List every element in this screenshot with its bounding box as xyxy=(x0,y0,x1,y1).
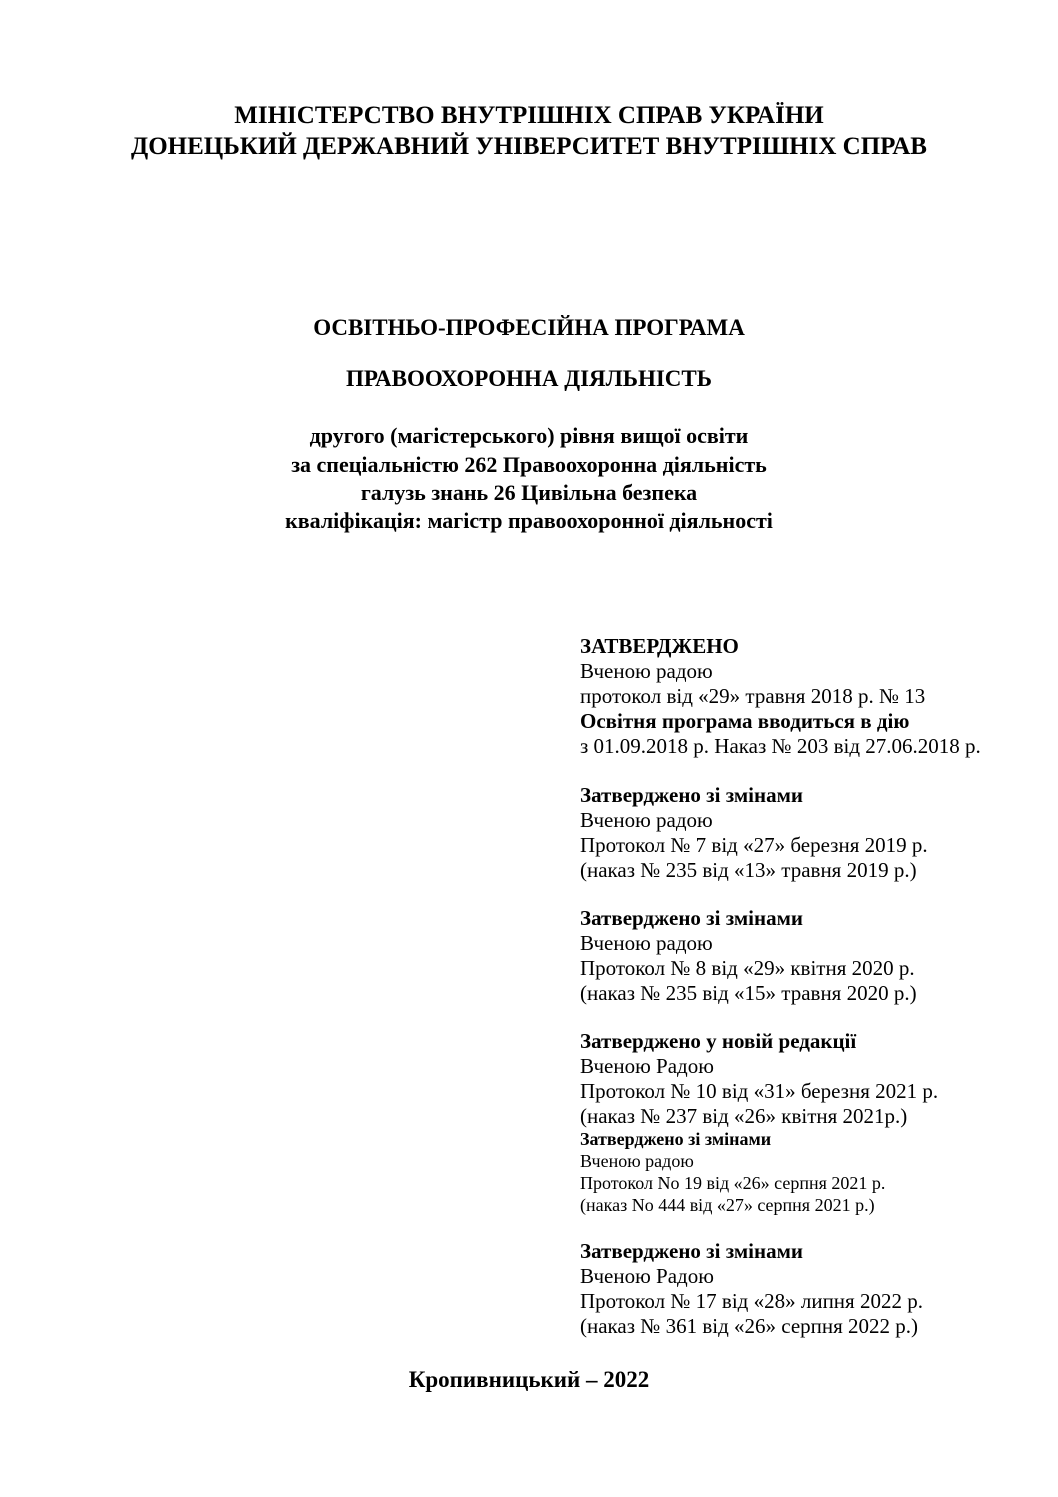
approved-protocol: протокол від «29» травня 2018 р. № 13 xyxy=(580,684,926,708)
new-edition-2021-order: (наказ № 237 від «26» квітня 2021р.) xyxy=(580,1104,908,1128)
change-2020-protocol: Протокол № 8 від «29» квітня 2020 р. xyxy=(580,956,915,980)
change-2022-protocol: Протокол № 17 від «28» липня 2022 р. xyxy=(580,1289,923,1313)
change-2021-by: Вченою радою xyxy=(580,1151,694,1171)
change-2019-title: Затверджено зі змінами xyxy=(580,783,803,807)
program-type: ОСВІТНЬО-ПРОФЕСІЙНА ПРОГРАМА xyxy=(313,315,745,340)
effective-text: з 01.09.2018 р. Наказ № 203 від 27.06.2018 р. xyxy=(580,734,981,758)
approved-title: ЗАТВЕРДЖЕНО xyxy=(580,634,739,658)
program-level: другого (магістерського) рівня вищої освіти xyxy=(309,423,749,448)
new-edition-2021-title: Затверджено у новій редакції xyxy=(580,1029,857,1053)
program-specialty: за спеціальністю 262 Правоохоронна діяльність xyxy=(291,452,767,477)
ministry-title: МІНІСТЕРСТВО ВНУТРІШНІХ СПРАВ УКРАЇНИ xyxy=(234,102,824,129)
change-2020-by: Вченою радою xyxy=(580,931,713,955)
change-2020-order: (наказ № 235 від «15» травня 2020 р.) xyxy=(580,981,917,1005)
change-2022-by: Вченою Радою xyxy=(580,1264,714,1288)
change-2020-title: Затверджено зі змінами xyxy=(580,906,803,930)
program-field: галузь знань 26 Цивільна безпека xyxy=(360,480,698,505)
city-year: Кропивницький – 2022 xyxy=(408,1367,650,1392)
change-2021-protocol: Протокол No 19 від «26» серпня 2021 р. xyxy=(580,1173,886,1193)
university-title: ДОНЕЦЬКИЙ ДЕРЖАВНИЙ УНІВЕРСИТЕТ ВНУТРІШНІХ СПРАВ xyxy=(131,133,927,160)
change-2019-protocol: Протокол № 7 від «27» березня 2019 р. xyxy=(580,833,928,857)
change-2022-order: (наказ № 361 від «26» серпня 2022 р.) xyxy=(580,1314,919,1338)
change-2021-order: (наказ No 444 від «27» серпня 2021 р.) xyxy=(580,1195,875,1215)
program-name: ПРАВООХОРОННА ДІЯЛЬНІСТЬ xyxy=(346,366,712,391)
change-2022-title: Затверджено зі змінами xyxy=(580,1239,803,1263)
new-edition-2021-protocol: Протокол № 10 від «31» березня 2021 р. xyxy=(580,1079,939,1103)
program-qualification: кваліфікація: магістр правоохоронної діяльності xyxy=(285,508,773,533)
change-2019-order: (наказ № 235 від «13» травня 2019 р.) xyxy=(580,858,917,882)
new-edition-2021-by: Вченою Радою xyxy=(580,1054,714,1078)
change-2019-by: Вченою радою xyxy=(580,808,713,832)
change-2021-title: Затверджено зі змінами xyxy=(580,1129,772,1149)
approved-by: Вченою радою xyxy=(580,659,713,683)
effective-title: Освітня програма вводиться в дію xyxy=(580,709,910,733)
